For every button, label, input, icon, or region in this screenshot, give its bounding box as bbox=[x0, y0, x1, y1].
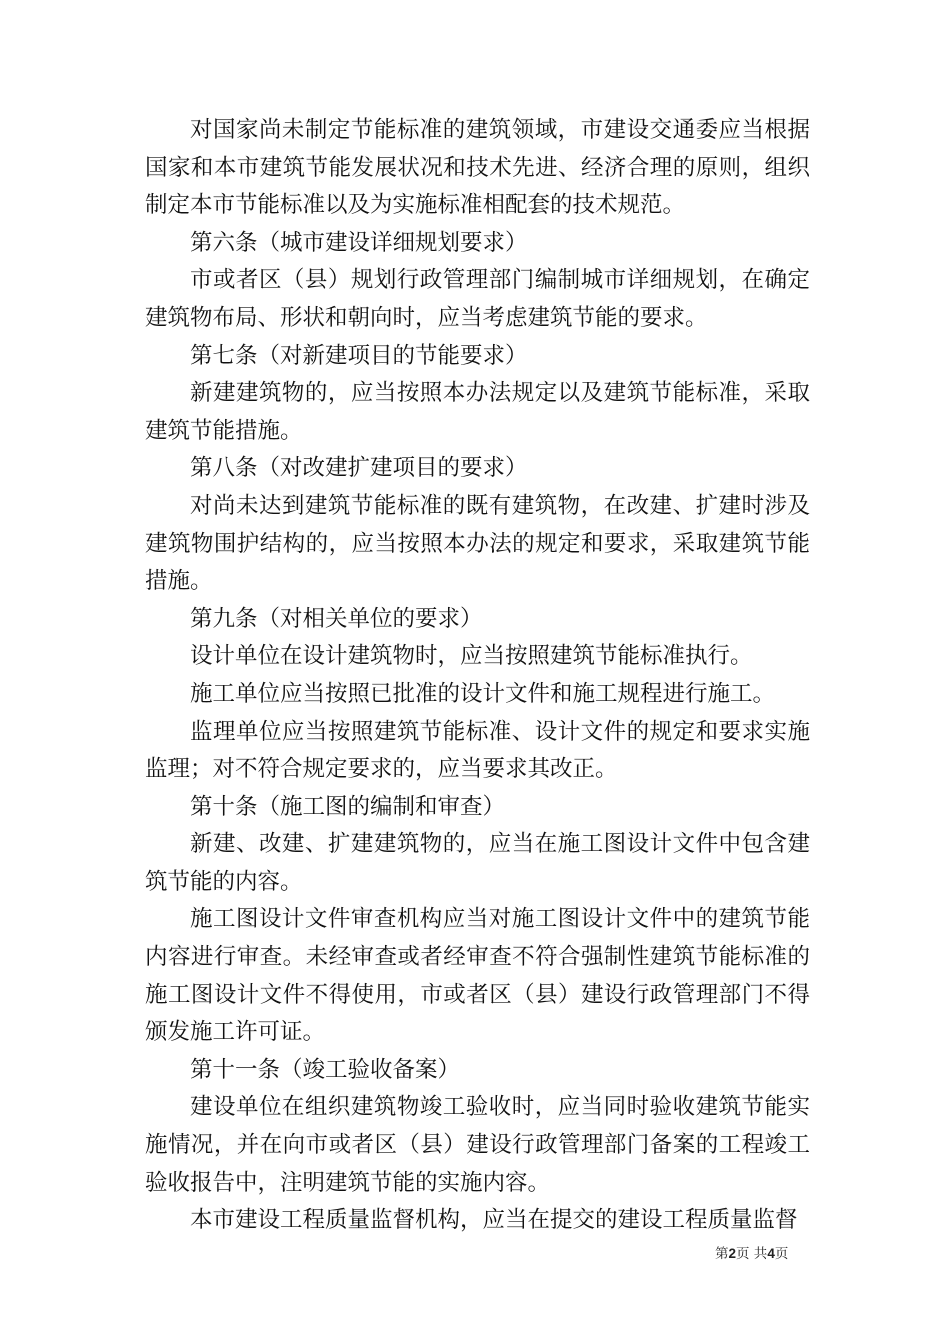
article-heading: 第十一条（竣工验收备案） bbox=[190, 1056, 461, 1083]
total-pages-number: 4 bbox=[767, 1246, 775, 1261]
current-page-number: 2 bbox=[728, 1246, 737, 1261]
article-heading: 第八条（对改建扩建项目的要求） bbox=[190, 455, 528, 482]
page-footer bbox=[715, 1245, 788, 1263]
article-heading: 第六条（城市建设详细规划要求） bbox=[190, 229, 528, 256]
article-heading: 第七条（对新建项目的节能要求） bbox=[190, 342, 528, 369]
paragraph: 市或者区（县）规划行政管理部门编制城市详细规划，在确定建筑物布局、形状和朝向时，应当考虑建筑节能的要求。 bbox=[145, 267, 810, 331]
paragraph: 本市建设工程质量监督机构，应当在提交的建设工程质量监督 bbox=[190, 1207, 798, 1234]
paragraph: 监理单位应当按照建筑节能标准、设计文件的规定和要求实施监理；对不符合规定要求的，应当要求其改正。 bbox=[145, 718, 810, 783]
paragraph: 新建建筑物的，应当按照本办法规定以及建筑节能标准，采取建筑节能措施。 bbox=[145, 380, 810, 444]
paragraph: 建设单位在组织建筑物竣工验收时，应当同时验收建筑节能实施情况，并在向市或者区（县）建设行政管理部门备案的工程竣工验收报告中，注明建筑节能的实施内容。 bbox=[145, 1094, 810, 1196]
document-body bbox=[145, 112, 810, 1240]
paragraph: 对尚未达到建筑节能标准的既有建筑物，在改建、扩建时涉及建筑物围护结构的，应当按照本办法的规定和要求，采取建筑节能措施。 bbox=[145, 492, 810, 595]
paragraph: 对国家尚未制定节能标准的建筑领域，市建设交通委应当根据国家和本市建筑节能发展状况和技术先进、经济合理的原则，组织制定本市节能标准以及为实施标准相配套的技术规范。 bbox=[145, 117, 810, 219]
article-heading: 第十条（施工图的编制和审查） bbox=[190, 793, 506, 820]
footer-prefix: 第 bbox=[715, 1246, 729, 1262]
paragraph: 新建、改建、扩建建筑物的，应当在施工图设计文件中包含建筑节能的内容。 bbox=[145, 831, 810, 895]
paragraph: 施工图设计文件审查机构应当对施工图设计文件中的建筑节能内容进行审查。未经审查或者经审查不符合强制性建筑节能标准的施工图设计文件不得使用，市或者区（县）建设行政管理部门不得颁发施工许可证。 bbox=[145, 906, 810, 1046]
footer-suffix: 页 bbox=[774, 1246, 789, 1262]
article-heading: 第九条（对相关单位的要求） bbox=[190, 605, 483, 632]
footer-middle: 页 共 bbox=[736, 1246, 768, 1262]
paragraph: 设计单位在设计建筑物时，应当按照建筑节能标准执行。 bbox=[190, 643, 753, 670]
paragraph: 施工单位应当按照已批准的设计文件和施工规程进行施工。 bbox=[190, 680, 776, 707]
